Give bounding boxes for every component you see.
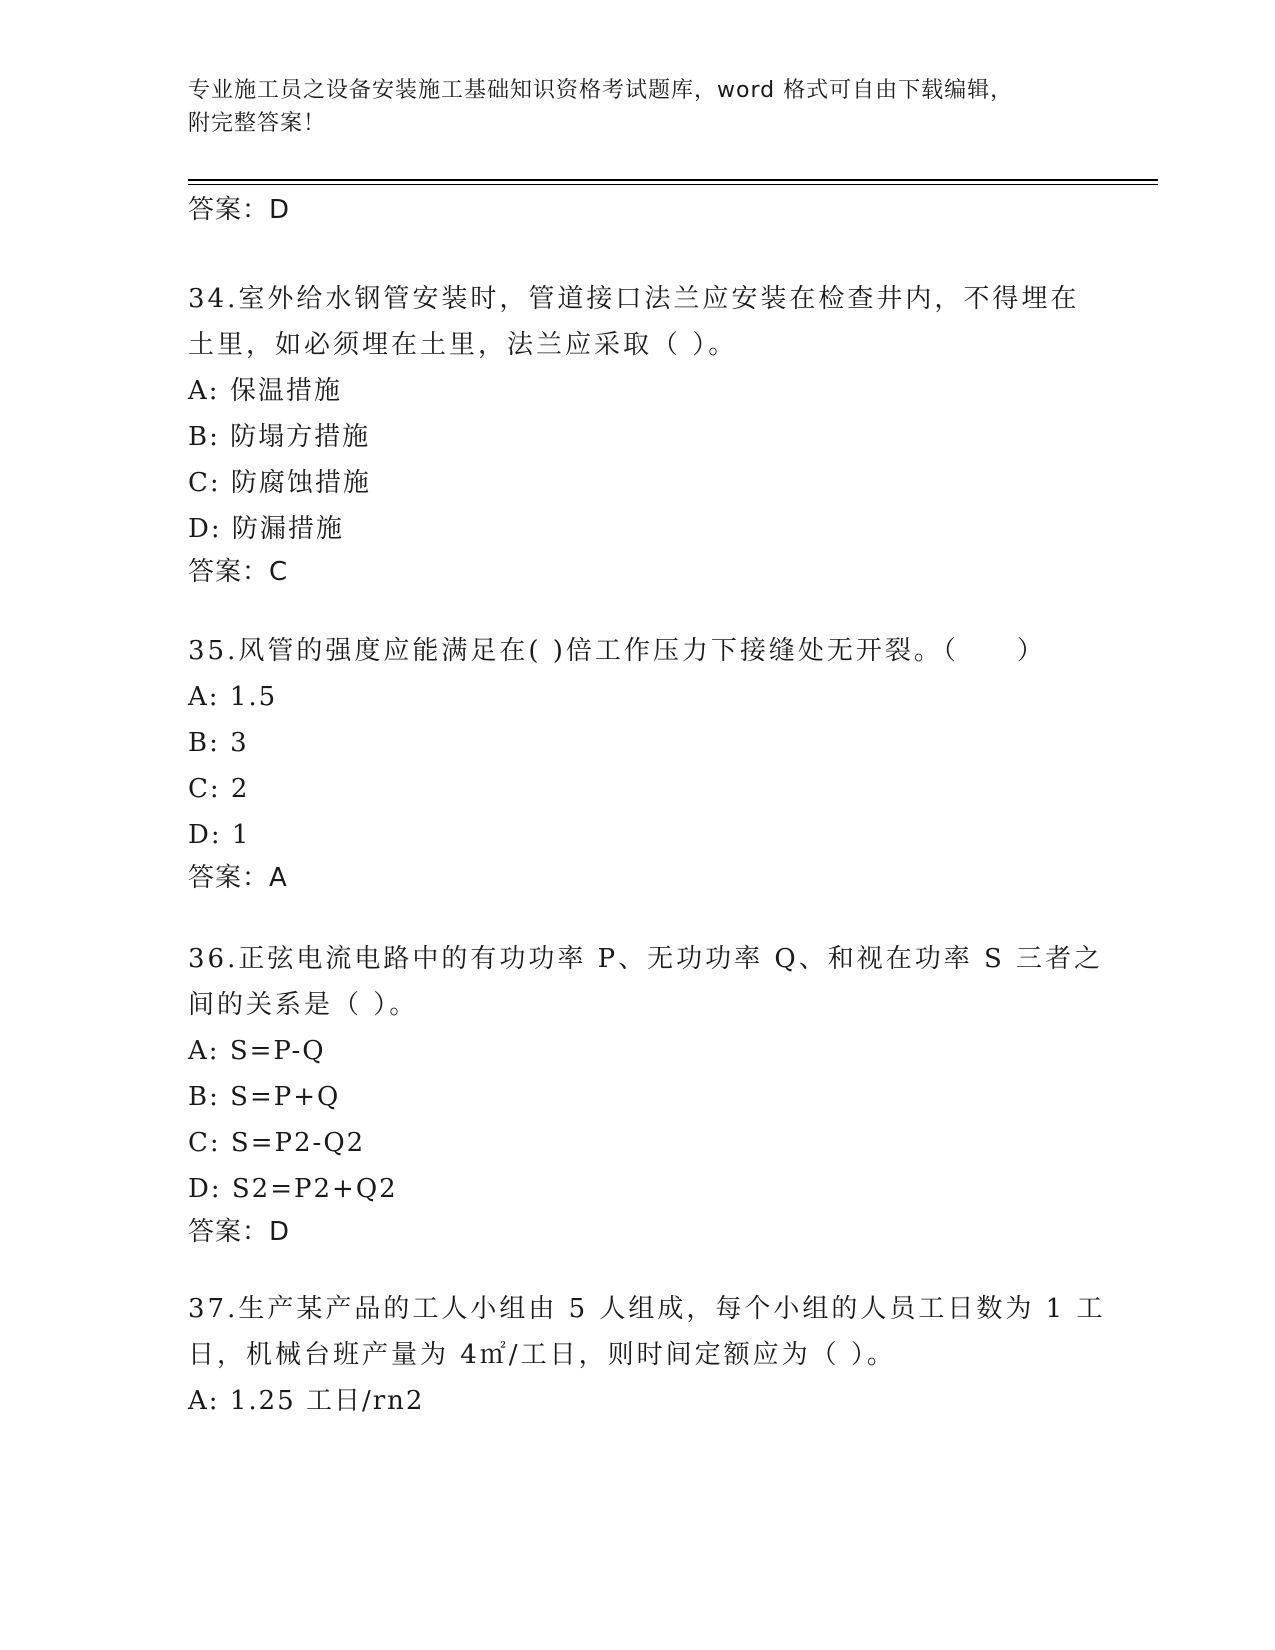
option-a [188, 368, 1108, 414]
question-stem-line: 土里，如必须埋在土里，法兰应采取（ ）。 [188, 330, 738, 360]
option-b [188, 414, 1108, 460]
document-header [188, 74, 1088, 140]
header-divider-thick [188, 179, 1158, 181]
option-label: D: [188, 820, 222, 850]
option-text: S=P2-Q2 [230, 1128, 366, 1158]
option-c [188, 460, 1108, 506]
option-c [188, 766, 1108, 812]
question-stem [188, 936, 1108, 1028]
option-c [188, 1120, 1108, 1166]
option-text: 防漏措施 [231, 514, 344, 544]
option-label: C: [188, 774, 221, 804]
header-line-1: 专业施工员之设备安装施工基础知识资格考试题库，word 格式可自由下载编辑， [188, 78, 1014, 103]
answer: 答案：A [188, 863, 288, 893]
question-34 [188, 276, 1108, 592]
option-a [188, 1028, 1108, 1074]
option-text: 防塌方措施 [230, 422, 371, 452]
option-text: 1.25 工日/rn2 [229, 1386, 425, 1416]
question-stem [188, 276, 1108, 368]
option-b [188, 1074, 1108, 1120]
question-stem-line: 日，机械台班产量为 4㎡/工日，则时间定额应为（ ）。 [188, 1340, 896, 1370]
option-text: S=P-Q [229, 1036, 326, 1066]
question-stem-line: 35.风管的强度应能满足在( )倍工作压力下接缝处无开裂。（ ） [188, 636, 1046, 666]
previous-answer: 答案：D [188, 195, 291, 225]
question-stem-line: 36.正弦电流电路中的有功功率 P、无功功率 Q、和视在功率 S 三者之 [188, 944, 1104, 974]
option-d [188, 1166, 1108, 1212]
answer: 答案：C [188, 557, 289, 587]
question-stem-line: 37.生产某产品的工人小组由 5 人组成，每个小组的人员工日数为 1 工 [188, 1294, 1106, 1324]
option-label: B: [188, 1082, 220, 1112]
option-label: A: [188, 376, 220, 406]
option-text: 防腐蚀措施 [230, 468, 371, 498]
option-label: A: [188, 1036, 220, 1066]
option-label: D: [188, 514, 222, 544]
option-label: A: [188, 1386, 220, 1416]
header-line-2: 附完整答案！ [188, 111, 327, 136]
question-stem [188, 1286, 1108, 1378]
option-b [188, 720, 1108, 766]
option-text: 2 [230, 774, 250, 804]
option-a [188, 674, 1108, 720]
question-stem-line: 34.室外给水钢管安装时，管道接口法兰应安装在检查井内，不得埋在 [188, 284, 1080, 314]
option-label: B: [188, 422, 220, 452]
option-text: S2=P2+Q2 [231, 1174, 398, 1204]
option-text: 保温措施 [229, 376, 342, 406]
option-text: S=P+Q [230, 1082, 341, 1112]
option-text: 3 [230, 728, 249, 758]
option-label: B: [188, 728, 220, 758]
question-stem-line: 间的关系是（ ）。 [188, 990, 419, 1020]
question-36 [188, 936, 1108, 1252]
option-d [188, 506, 1108, 552]
option-a [188, 1378, 1108, 1424]
option-label: D: [188, 1174, 222, 1204]
option-label: C: [188, 1128, 221, 1158]
option-label: C: [188, 468, 221, 498]
question-stem [188, 628, 1108, 674]
header-divider-thin [188, 184, 1158, 185]
option-text: 1.5 [229, 682, 278, 712]
option-label: A: [188, 682, 220, 712]
question-35 [188, 628, 1108, 898]
option-text: 1 [231, 820, 251, 850]
answer: 答案：D [188, 1217, 291, 1247]
question-37 [188, 1286, 1108, 1424]
option-d [188, 812, 1108, 858]
